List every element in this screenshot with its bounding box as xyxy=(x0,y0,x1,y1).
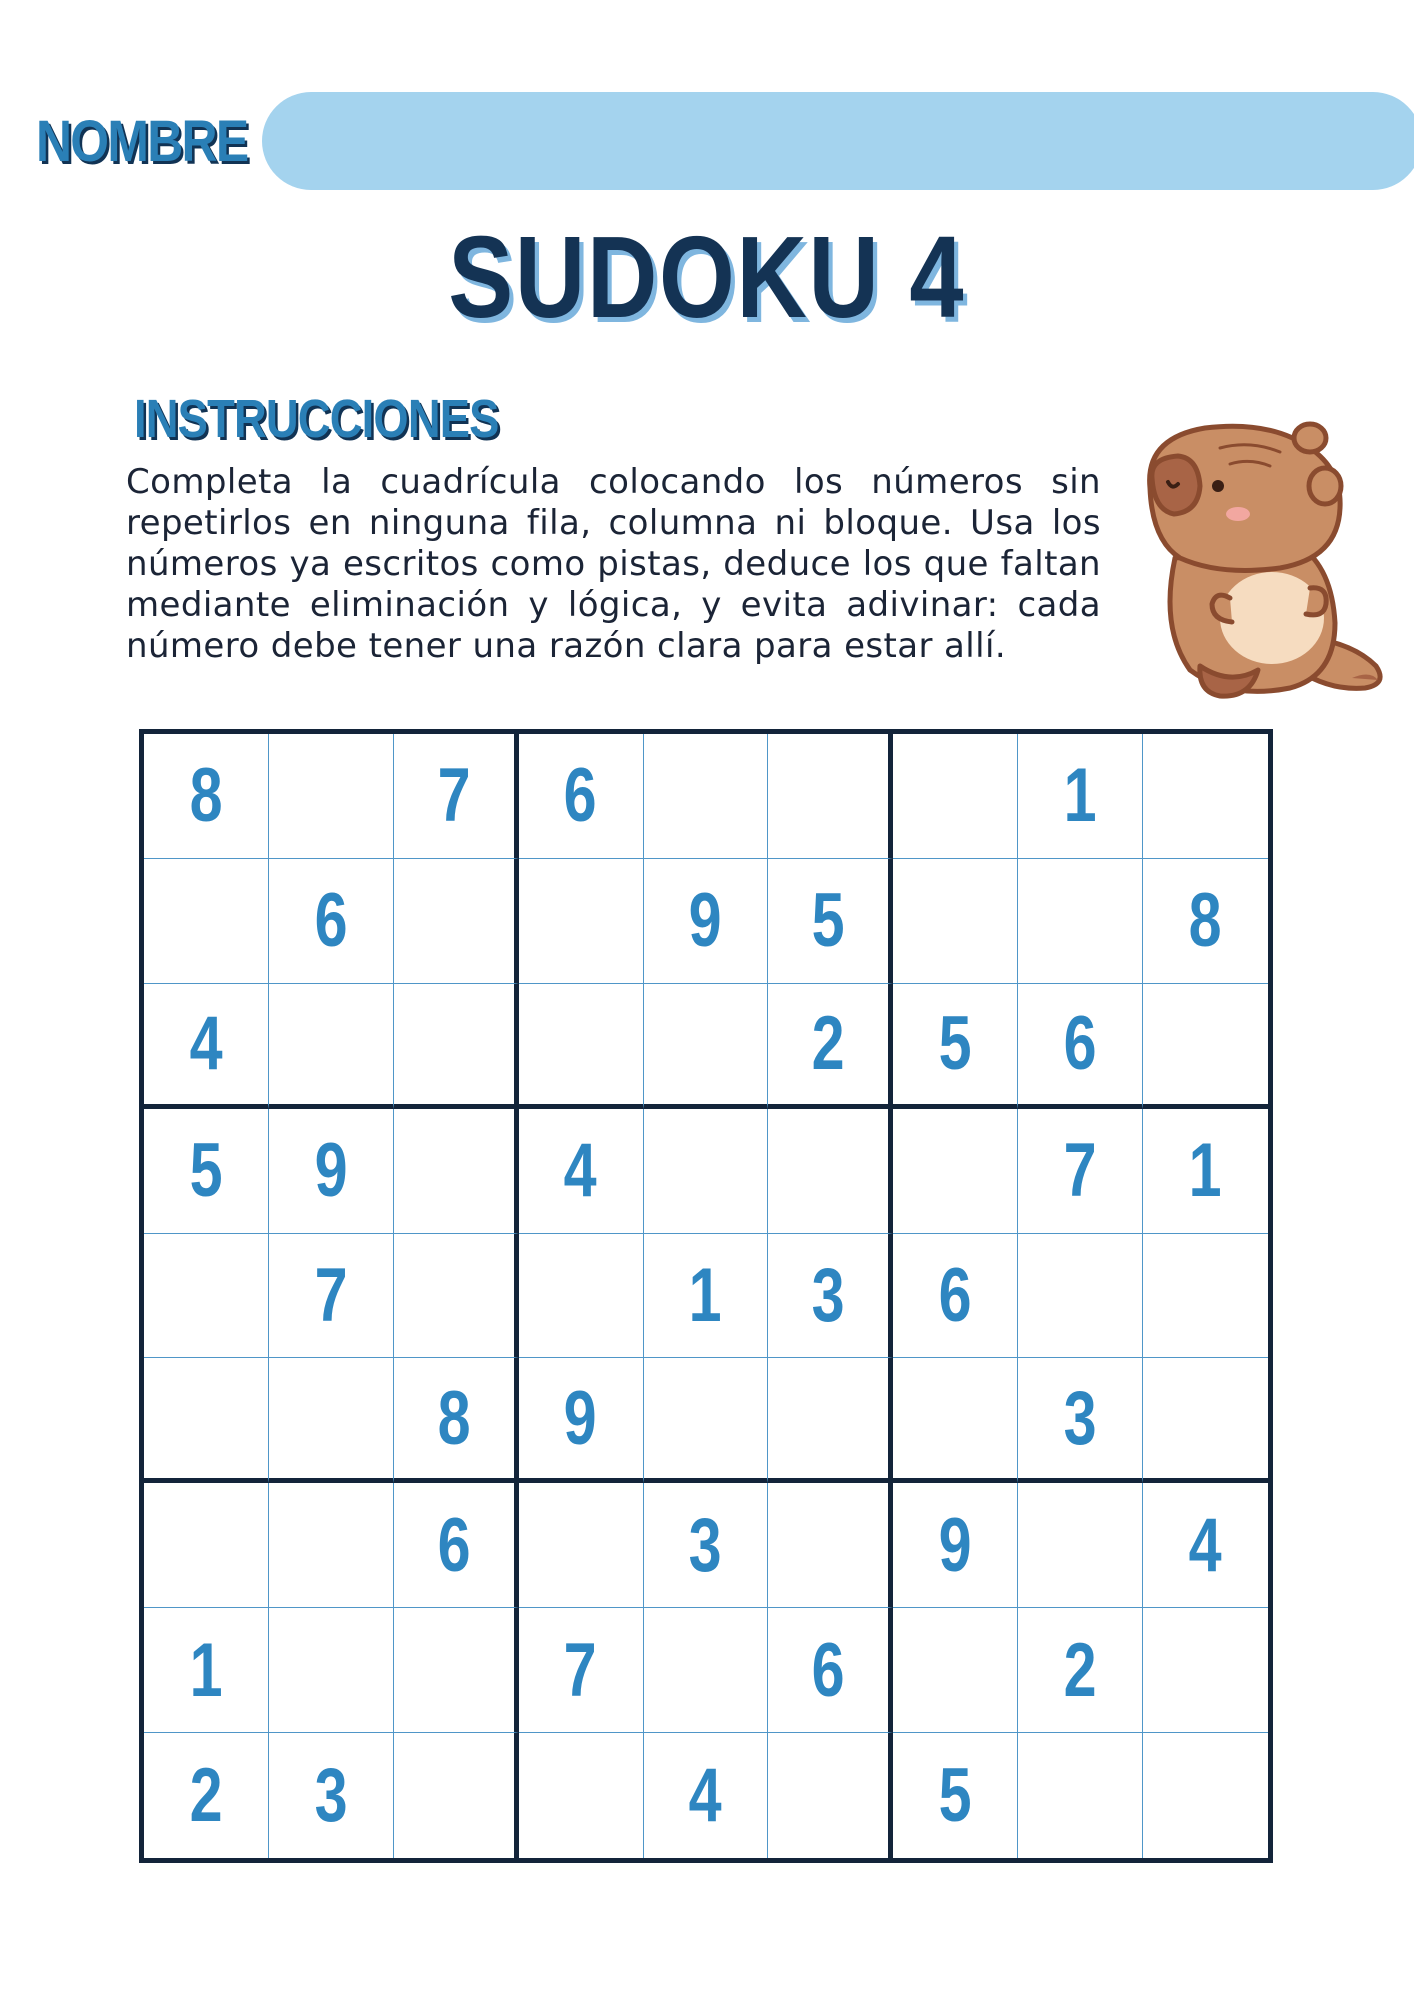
sudoku-cell[interactable] xyxy=(269,984,394,1109)
sudoku-grid xyxy=(139,729,1273,1863)
sudoku-cell-value: 4 xyxy=(688,1753,722,1839)
sudoku-cell[interactable] xyxy=(144,734,269,859)
sudoku-cell-value: 9 xyxy=(564,1375,598,1461)
sudoku-cell-value: 7 xyxy=(437,753,471,839)
sudoku-cell-value: 8 xyxy=(189,753,223,839)
sudoku-cell[interactable] xyxy=(1143,1358,1268,1483)
sudoku-cell-value: 5 xyxy=(811,878,845,964)
sudoku-cell[interactable] xyxy=(644,1733,769,1858)
sudoku-cell[interactable] xyxy=(1143,734,1268,859)
instructions-text: Completa la cuadrícula colocando los números sin repetirlos en ninguna fila, columna ni bloque. Usa los números ya escritos como pistas, deduce los que faltan mediante eliminación y lógica, y evita adivinar: cada número debe tener una razón clara para estar allí. xyxy=(126,462,1101,666)
sudoku-cell[interactable] xyxy=(144,1608,269,1733)
sudoku-cell-value: 6 xyxy=(437,1502,471,1588)
sudoku-cell[interactable] xyxy=(519,1109,644,1234)
sudoku-cell[interactable] xyxy=(144,1234,269,1359)
sudoku-cell-value: 6 xyxy=(314,878,348,964)
sudoku-cell-value: 5 xyxy=(938,1001,972,1087)
sudoku-cell[interactable] xyxy=(144,859,269,984)
sudoku-cell[interactable] xyxy=(1018,1234,1143,1359)
sudoku-cell[interactable] xyxy=(644,1608,769,1733)
sudoku-cell[interactable] xyxy=(269,1733,394,1858)
sudoku-cell[interactable] xyxy=(644,859,769,984)
page-title-text: SUDOKU 4 xyxy=(448,212,966,342)
sudoku-cell-value: 6 xyxy=(1063,1001,1097,1087)
sudoku-cell-value: 3 xyxy=(314,1753,348,1839)
sudoku-cell[interactable] xyxy=(768,1358,893,1483)
instructions-heading: INSTRUCCIONES xyxy=(134,389,499,449)
sudoku-cell[interactable] xyxy=(768,1608,893,1733)
sudoku-cell[interactable] xyxy=(768,984,893,1109)
sudoku-cell[interactable] xyxy=(519,859,644,984)
sudoku-cell[interactable] xyxy=(893,1234,1018,1359)
sudoku-cell-value: 1 xyxy=(189,1627,223,1713)
sudoku-cell[interactable] xyxy=(269,734,394,859)
sudoku-cell[interactable] xyxy=(144,1358,269,1483)
sudoku-cell-value: 7 xyxy=(314,1252,348,1338)
sudoku-cell[interactable] xyxy=(519,1608,644,1733)
sudoku-cell-value: 6 xyxy=(564,753,598,839)
sudoku-cell[interactable] xyxy=(394,734,519,859)
sudoku-cell[interactable] xyxy=(394,1483,519,1608)
sudoku-cell[interactable] xyxy=(269,1358,394,1483)
sudoku-cell[interactable] xyxy=(768,1234,893,1359)
sudoku-cell-value: 4 xyxy=(564,1128,598,1214)
sudoku-cell[interactable] xyxy=(144,1109,269,1234)
sudoku-cell[interactable] xyxy=(1018,859,1143,984)
sudoku-cell-value: 6 xyxy=(811,1627,845,1713)
sudoku-cell[interactable] xyxy=(1018,1109,1143,1234)
sudoku-cell[interactable] xyxy=(768,1109,893,1234)
sudoku-cell[interactable] xyxy=(768,1733,893,1858)
sudoku-cell[interactable] xyxy=(1018,734,1143,859)
sudoku-cell[interactable] xyxy=(893,859,1018,984)
sudoku-cell-value: 3 xyxy=(688,1502,722,1588)
sudoku-cell[interactable] xyxy=(1018,1483,1143,1608)
sudoku-cell-value: 2 xyxy=(189,1753,223,1839)
sudoku-cell-value: 1 xyxy=(1063,753,1097,839)
sudoku-cell[interactable] xyxy=(893,1608,1018,1733)
sudoku-cell-value: 3 xyxy=(1063,1375,1097,1461)
sudoku-cell[interactable] xyxy=(519,1234,644,1359)
sudoku-cell[interactable] xyxy=(768,734,893,859)
sudoku-cell[interactable] xyxy=(1018,1608,1143,1733)
sudoku-cell[interactable] xyxy=(394,1358,519,1483)
sudoku-cell[interactable] xyxy=(144,984,269,1109)
sudoku-cell[interactable] xyxy=(1143,1234,1268,1359)
sudoku-cell[interactable] xyxy=(269,1109,394,1234)
sudoku-cell[interactable] xyxy=(1143,1733,1268,1858)
sudoku-cell[interactable] xyxy=(144,1733,269,1858)
sudoku-cell-value: 2 xyxy=(1063,1627,1097,1713)
sudoku-cell[interactable] xyxy=(519,1483,644,1608)
sudoku-cell[interactable] xyxy=(644,1234,769,1359)
sudoku-cell[interactable] xyxy=(144,1483,269,1608)
sudoku-cell[interactable] xyxy=(1018,984,1143,1109)
sudoku-cell-value: 8 xyxy=(437,1375,471,1461)
sudoku-cell-value: 5 xyxy=(938,1753,972,1839)
sudoku-cell[interactable] xyxy=(269,1234,394,1359)
page-title xyxy=(0,210,1414,344)
sudoku-cell[interactable] xyxy=(644,1358,769,1483)
name-input-bar[interactable] xyxy=(262,92,1414,190)
sudoku-cell[interactable] xyxy=(394,1733,519,1858)
sudoku-cell[interactable] xyxy=(893,734,1018,859)
sudoku-cell-value: 1 xyxy=(688,1252,722,1338)
sudoku-cell[interactable] xyxy=(394,1234,519,1359)
sudoku-cell[interactable] xyxy=(394,859,519,984)
sudoku-cell[interactable] xyxy=(644,734,769,859)
sudoku-cell[interactable] xyxy=(269,859,394,984)
sudoku-cell-value: 9 xyxy=(314,1128,348,1214)
sudoku-cell-value: 6 xyxy=(938,1252,972,1338)
sudoku-cell-value: 4 xyxy=(1189,1502,1223,1588)
sudoku-cell[interactable] xyxy=(644,1483,769,1608)
sudoku-cell[interactable] xyxy=(519,734,644,859)
sudoku-cell[interactable] xyxy=(394,1608,519,1733)
sudoku-cell[interactable] xyxy=(1018,1733,1143,1858)
capybara-body xyxy=(1150,424,1380,696)
sudoku-cell-value: 3 xyxy=(811,1252,845,1338)
sudoku-cell[interactable] xyxy=(394,984,519,1109)
sudoku-cell-value: 8 xyxy=(1189,878,1223,964)
sudoku-cell-value: 1 xyxy=(1189,1128,1223,1214)
name-label: NOMBRE xyxy=(36,109,248,174)
capybara-icon xyxy=(1120,408,1400,708)
sudoku-cell-value: 7 xyxy=(564,1627,598,1713)
sudoku-cell[interactable] xyxy=(893,1109,1018,1234)
sudoku-cell[interactable] xyxy=(1143,1608,1268,1733)
sudoku-cell-value: 9 xyxy=(688,878,722,964)
sudoku-cell[interactable] xyxy=(893,1358,1018,1483)
sudoku-cell[interactable] xyxy=(269,1608,394,1733)
sudoku-cell-value: 2 xyxy=(811,1001,845,1087)
sudoku-cell[interactable] xyxy=(1018,1358,1143,1483)
sudoku-cell[interactable] xyxy=(1143,984,1268,1109)
sudoku-cell[interactable] xyxy=(644,984,769,1109)
sudoku-cell[interactable] xyxy=(269,1483,394,1608)
sudoku-cell-value: 9 xyxy=(938,1502,972,1588)
sudoku-cell[interactable] xyxy=(1143,1483,1268,1608)
sudoku-cell[interactable] xyxy=(519,1733,644,1858)
sudoku-cell[interactable] xyxy=(893,984,1018,1109)
sudoku-cell[interactable] xyxy=(394,1109,519,1234)
sudoku-cell-value: 7 xyxy=(1063,1128,1097,1214)
sudoku-cell[interactable] xyxy=(893,1733,1018,1858)
sudoku-cell[interactable] xyxy=(644,1109,769,1234)
sudoku-cell[interactable] xyxy=(1143,859,1268,984)
sudoku-cell[interactable] xyxy=(1143,1109,1268,1234)
sudoku-cell[interactable] xyxy=(768,859,893,984)
sudoku-cell-value: 4 xyxy=(189,1001,223,1087)
sudoku-cell[interactable] xyxy=(519,984,644,1109)
sudoku-cell-value: 5 xyxy=(189,1128,223,1214)
sudoku-cell[interactable] xyxy=(768,1483,893,1608)
sudoku-cell[interactable] xyxy=(519,1358,644,1483)
sudoku-cell[interactable] xyxy=(893,1483,1018,1608)
